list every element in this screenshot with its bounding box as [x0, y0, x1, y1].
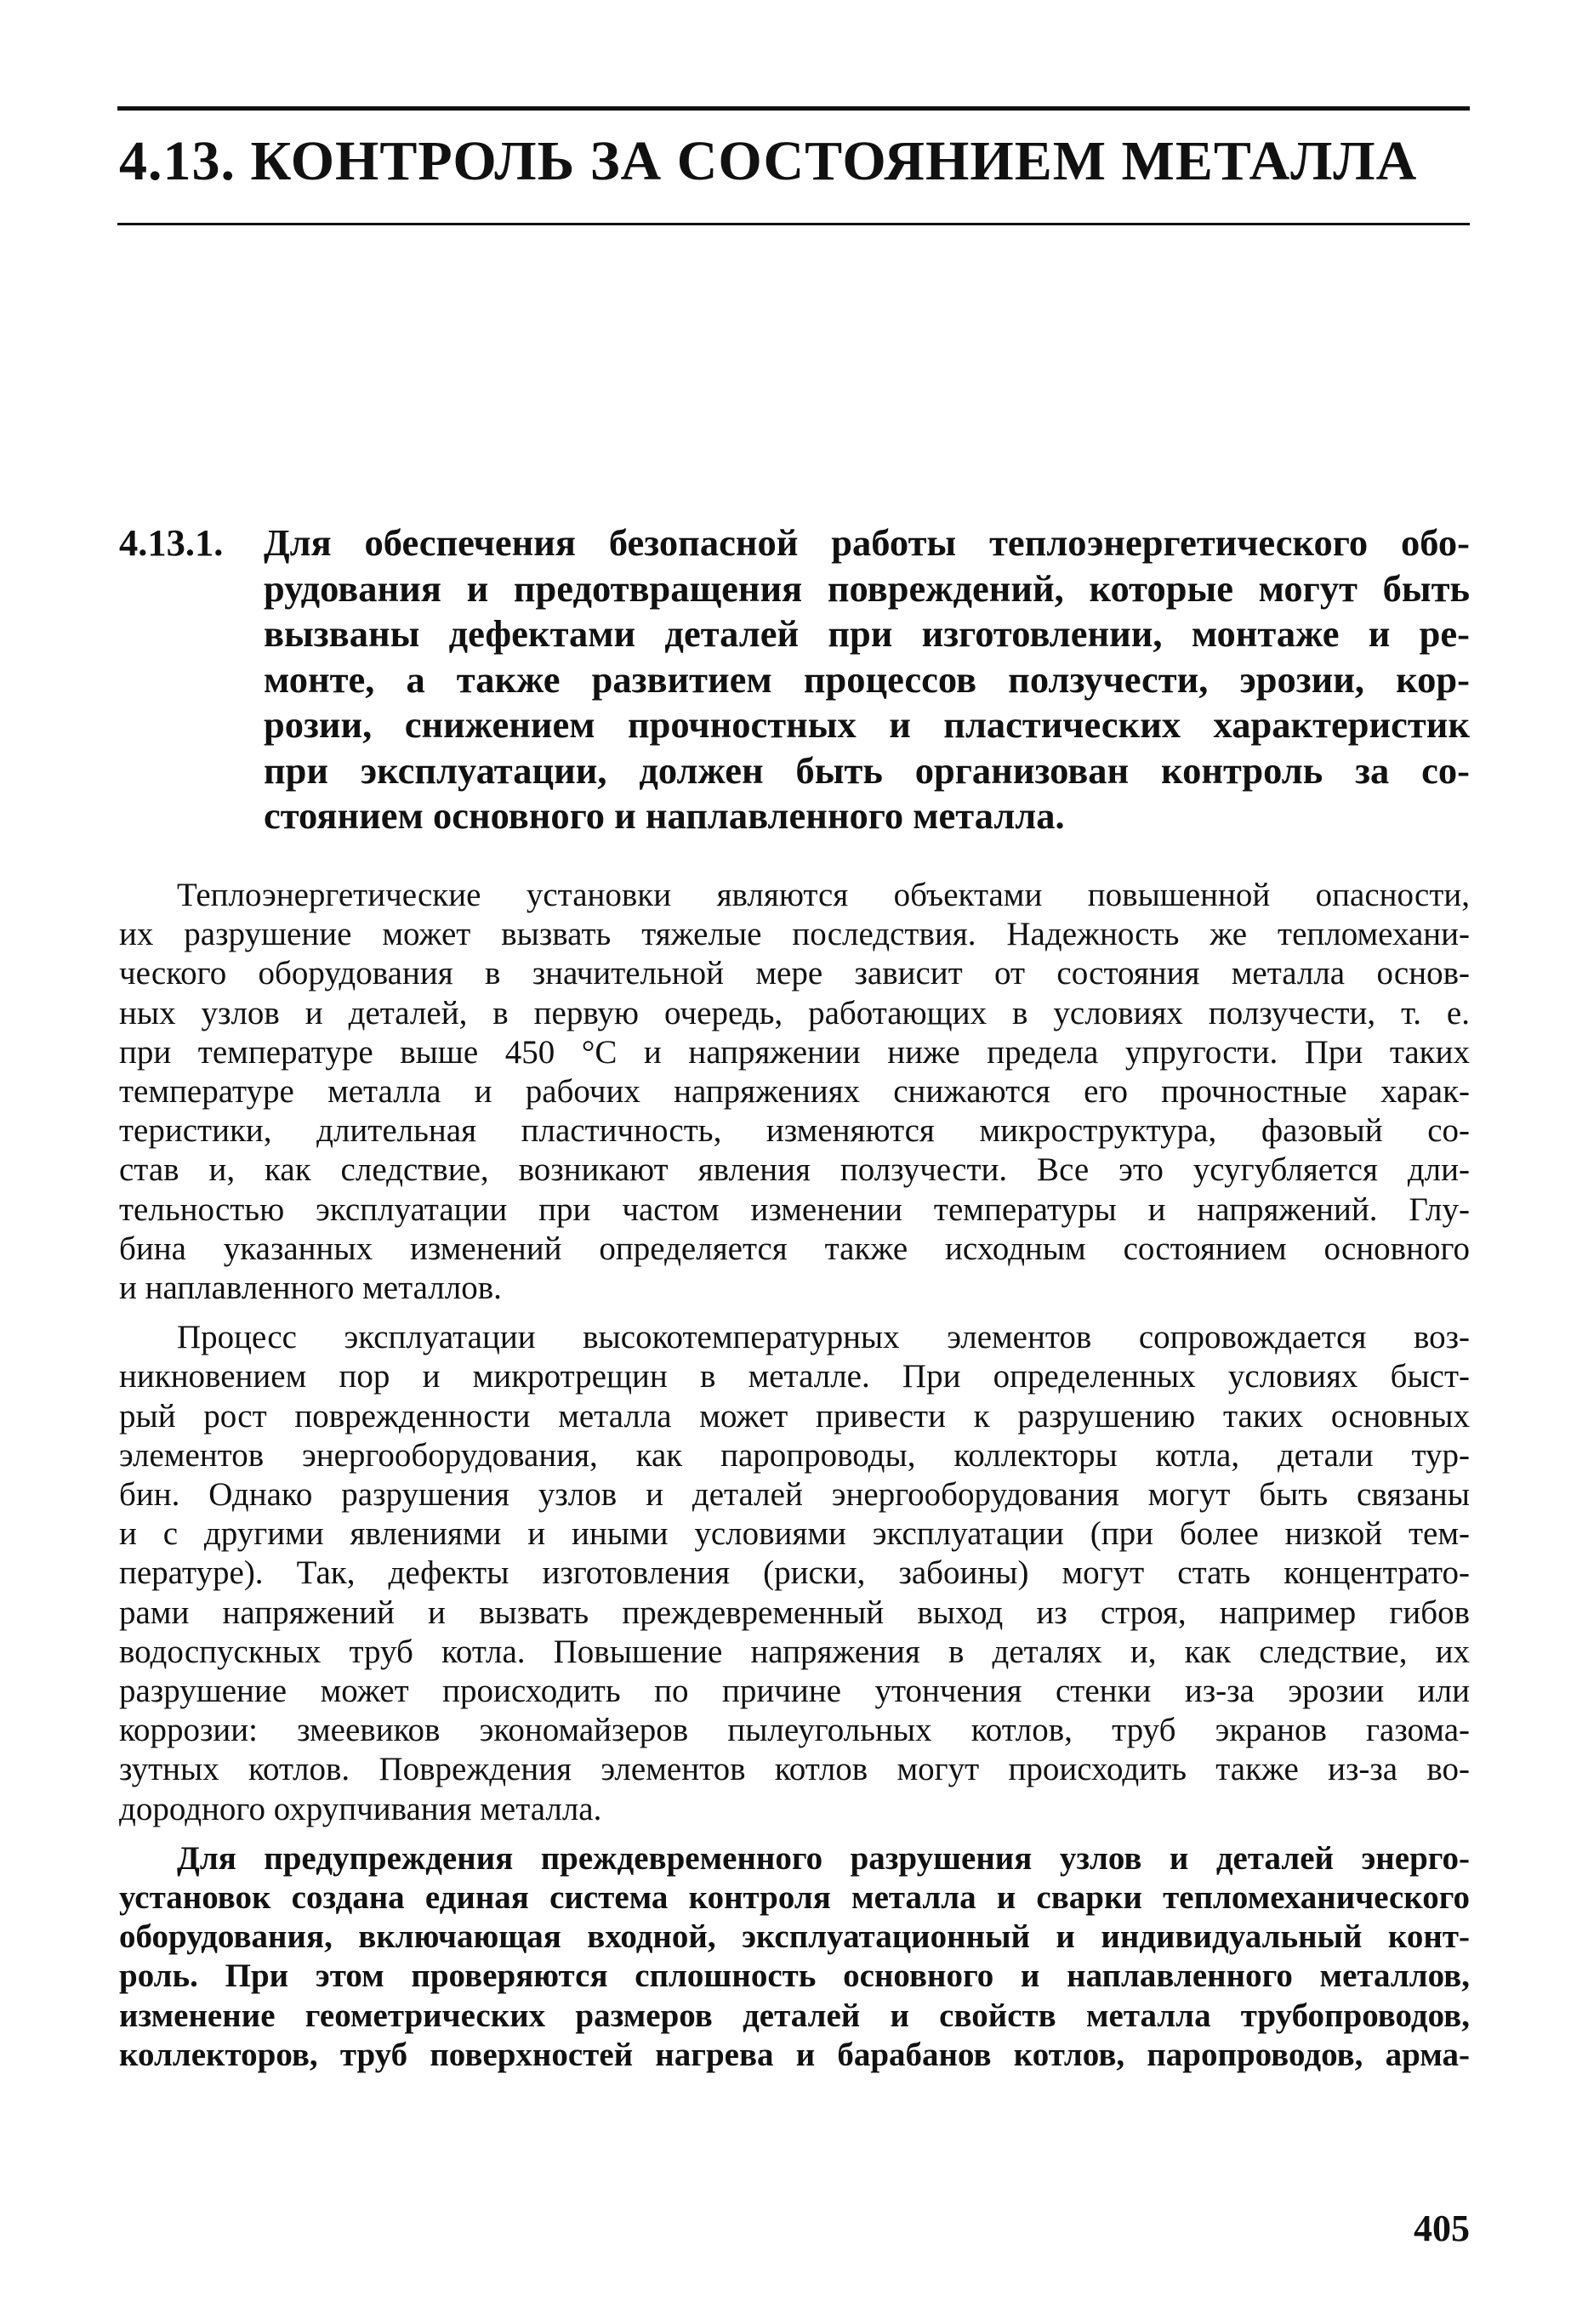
- clause-line: монте, а также развитием процессов ползучести, эрозии, кор-: [264, 657, 1470, 701]
- paragraph-line: рый рост поврежденности металла может привести к разрушению таких основных: [119, 1397, 1470, 1435]
- paragraph-line: пературе). Так, дефекты изготовления (риски, забоины) могут стать концентрато-: [119, 1554, 1470, 1592]
- header-rule-top: [117, 106, 1470, 111]
- paragraph-line: Для предупреждения преждевременного разрушения узлов и деталей энерго-: [177, 1839, 1470, 1877]
- paragraph-line: зутных котлов. Повреждения элементов котлов могут происходить также из-за во-: [119, 1751, 1470, 1788]
- paragraph-line: Процесс эксплуатации высокотемпературных элементов сопровождается воз-: [177, 1319, 1470, 1356]
- clause-line: вызваны дефектами деталей при изготовлении, монтаже и ре-: [264, 612, 1470, 655]
- paragraph-line: бина указанных изменений определяется также исходным состоянием основного: [119, 1230, 1470, 1267]
- paragraph-line: рами напряжений и вызвать преждевременный выход из строя, например гибов: [119, 1594, 1470, 1631]
- paragraph-line: водоспускных труб котла. Повышение напряжения в деталях и, как следствие, их: [119, 1633, 1470, 1670]
- section-title: 4.13. КОНТРОЛЬ ЗА СОСТОЯНИЕМ МЕТАЛЛА: [119, 130, 1418, 192]
- paragraph-line: роль. При этом проверяются сплошность основного и наплавленного металлов,: [119, 1958, 1470, 1995]
- paragraph-line: став и, как следствие, возникают явления ползучести. Все это усугубляется дли-: [119, 1151, 1470, 1189]
- paragraph-line: их разрушение может вызвать тяжелые последствия. Надежность же тепломехани-: [119, 916, 1470, 953]
- clause-line: Для обеспечения безопасной работы теплоэнергетического обо-: [264, 521, 1470, 564]
- page-number: 405: [1414, 2208, 1470, 2249]
- paragraph-line: никновением пор и микротрещин в металле. При определенных условиях быст-: [119, 1358, 1470, 1395]
- clause-line: рудования и предотвращения повреждений, которые могут быть: [264, 566, 1470, 610]
- paragraph-line: теристики, длительная пластичность, изменяются микроструктура, фазовый со-: [119, 1112, 1470, 1150]
- body-text: [119, 876, 1470, 2085]
- paragraph-line: изменение геометрических размеров деталей и свойств металла трубопроводов,: [119, 1997, 1470, 2034]
- paragraph-line: и наплавленного металлов.: [119, 1270, 502, 1307]
- paragraph-line: Теплоэнергетические установки являются объектами повышенной опасности,: [177, 877, 1470, 913]
- paragraph-line: бин. Однако разрушения узлов и деталей энергооборудования могут быть связаны: [119, 1476, 1470, 1514]
- paragraph-line: оборудования, включающая входной, эксплуатационный и индивидуальный конт-: [119, 1918, 1470, 1956]
- paragraph-line: дородного охрупчивания металла.: [119, 1790, 602, 1827]
- paragraph-line: тельностью эксплуатации при частом изменении температуры и напряжений. Глу-: [119, 1190, 1470, 1228]
- paragraph-line: и с другими явлениями и иными условиями эксплуатации (при более низкой тем-: [119, 1515, 1470, 1553]
- paragraph-line: ных узлов и деталей, в первую очередь, работающих в условиях ползучести, т. е.: [119, 994, 1470, 1031]
- paragraph-line: установок создана единая система контроля металла и сварки тепломеханического: [119, 1879, 1470, 1917]
- clause-line: розии, снижением прочностных и пластических характеристик: [264, 703, 1470, 746]
- paragraph-line: при температуре выше 450 °С и напряжении ниже предела упругости. При таких: [119, 1033, 1470, 1071]
- clause-text: [264, 520, 1470, 839]
- clause-line: при эксплуатации, должен быть организован контроль за со-: [264, 748, 1470, 792]
- clause-number: 4.13.1.: [119, 521, 224, 564]
- paragraph-line: температуре металла и рабочих напряжениях снижаются его прочностные харак-: [119, 1073, 1470, 1111]
- clause-line: стоянием основного и наплавленного металла.: [264, 794, 1065, 837]
- paragraph: [119, 1318, 1470, 1829]
- paragraph: [119, 1839, 1470, 2075]
- header-rule-bottom: [117, 223, 1470, 225]
- paragraph-line: коллекторов, труб поверхностей нагрева и барабанов котлов, паропроводов, арма-: [119, 2036, 1470, 2073]
- paragraph-line: ческого оборудования в значительной мере зависит от состояния металла основ-: [119, 955, 1470, 992]
- paragraph-line: коррозии: змеевиков экономайзеров пылеугольных котлов, труб экранов газома-: [119, 1712, 1470, 1749]
- paragraph-line: элементов энергооборудования, как паропроводы, коллекторы котла, детали тур-: [119, 1436, 1470, 1474]
- paragraph: [119, 876, 1470, 1308]
- paragraph-line: разрушение может происходить по причине утончения стенки из-за эрозии или: [119, 1673, 1470, 1710]
